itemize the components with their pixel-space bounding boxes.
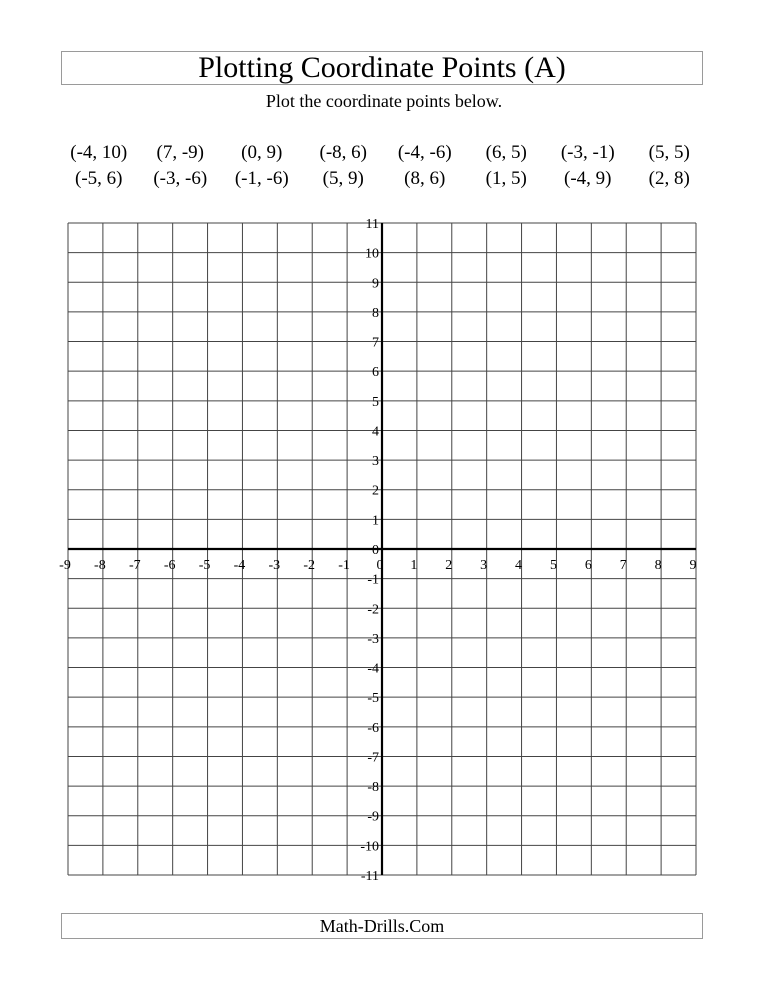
- coordinate-pair: (-4, 9): [564, 168, 612, 189]
- worksheet-instructions: Plot the coordinate points below.: [265, 91, 503, 111]
- y-tick-label: 7: [372, 335, 379, 351]
- coordinate-pair: (-4, -6): [397, 142, 452, 163]
- x-tick-label: -3: [268, 558, 281, 573]
- coordinate-pair: (2, 8): [648, 168, 690, 189]
- x-tick-label: 8: [654, 558, 662, 573]
- y-tick-label: -11: [360, 869, 379, 884]
- y-tick-label: 5: [372, 394, 379, 410]
- y-tick-label: -5: [367, 691, 379, 707]
- y-tick-label: -9: [367, 809, 379, 825]
- x-tick-label: 3: [480, 558, 488, 573]
- worksheet-title: Plotting Coordinate Points (A): [198, 51, 566, 84]
- y-tick-label: 11: [365, 217, 379, 232]
- y-tick-label: 2: [372, 483, 379, 499]
- coordinate-pair: (-1, -6): [234, 168, 289, 189]
- x-tick-label: -5: [198, 558, 211, 573]
- y-tick-label: -2: [367, 602, 379, 618]
- x-tick-label: 6: [584, 558, 592, 573]
- x-tick-label: -2: [303, 558, 316, 573]
- y-tick-label: -10: [360, 839, 379, 855]
- y-tick-label: 9: [372, 276, 379, 292]
- footer-box: [61, 913, 703, 939]
- y-tick-label: 6: [372, 365, 379, 381]
- x-tick-label: -7: [128, 558, 141, 573]
- coordinate-pair: (6, 5): [485, 142, 527, 163]
- coordinate-pair: (1, 5): [485, 168, 527, 189]
- x-tick-label: 0: [376, 558, 384, 573]
- x-tick-label: -4: [233, 558, 246, 573]
- coordinate-pair: (-5, 6): [75, 168, 123, 189]
- y-tick-label: 10: [365, 246, 379, 262]
- x-tick-label: -8: [94, 558, 106, 573]
- y-tick-label: 8: [372, 305, 379, 321]
- y-tick-label: -7: [367, 750, 379, 766]
- x-tick-label: -9: [59, 558, 71, 573]
- y-tick-label: 3: [372, 454, 379, 470]
- x-tick-label: 1: [410, 558, 418, 573]
- coordinate-pair: (-3, -6): [153, 168, 208, 189]
- x-tick-label: -1: [338, 558, 350, 573]
- y-tick-label: -1: [367, 572, 379, 588]
- coordinate-pair: (-8, 6): [319, 142, 367, 163]
- y-tick-label: 0: [372, 543, 379, 558]
- coordinate-pair: (0, 9): [241, 142, 283, 163]
- y-tick-label: -6: [367, 720, 379, 736]
- y-tick-label: 4: [372, 424, 379, 440]
- x-tick-label: 7: [619, 558, 627, 573]
- coordinate-pair: (5, 5): [648, 142, 690, 163]
- x-tick-label: 9: [689, 558, 697, 573]
- x-tick-label: 5: [549, 558, 557, 573]
- y-tick-label: -3: [367, 631, 379, 647]
- y-tick-label: 1: [372, 513, 379, 529]
- coordinate-pair: (-3, -1): [560, 142, 615, 163]
- x-tick-label: 2: [445, 558, 453, 573]
- x-tick-label: 4: [515, 558, 523, 573]
- coordinate-pair: (-4, 10): [70, 142, 128, 163]
- y-tick-label: -4: [367, 661, 379, 677]
- coordinate-pair: (7, -9): [156, 142, 204, 163]
- x-tick-label: -6: [163, 558, 176, 573]
- coordinate-pair: (5, 9): [322, 168, 364, 189]
- coordinate-pair: (8, 6): [404, 168, 446, 189]
- y-tick-label: -8: [367, 780, 379, 796]
- footer-text: Math-Drills.Com: [319, 915, 445, 936]
